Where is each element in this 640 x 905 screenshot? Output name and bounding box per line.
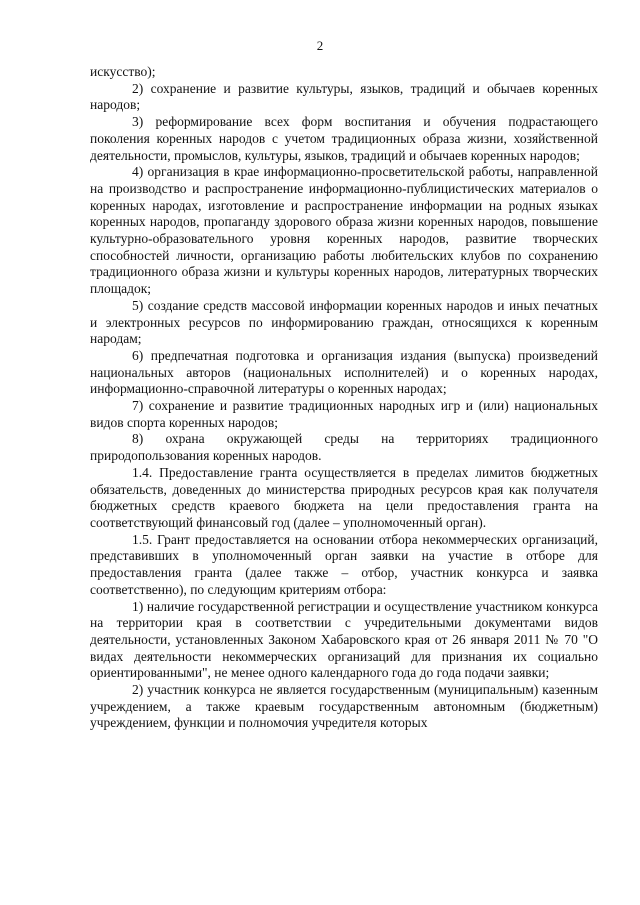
paragraph-item-6: 6) предпечатная подготовка и организация издания (выпуска) произведений национальных авторов (национальных исполнителей) и о коренных народах, информационно-справочной литературы о коренных народах; bbox=[90, 347, 598, 397]
paragraph-item-3: 3) реформирование всех форм воспитания и обучения подрастающего поколения коренных народов с учетом традиционных образа жизни, хозяйственной деятельности, промыслов, культуры, языков, традиций и обычаев коренных народов; bbox=[90, 114, 598, 163]
paragraph-item-2: 2) сохранение и развитие культуры, языков, традиций и обычаев коренных народов; bbox=[90, 80, 598, 113]
paragraph-continuation: искусство); bbox=[90, 64, 156, 79]
paragraph-item-7: 7) сохранение и развитие традиционных народных игр и (или) национальных видов спорта коренных народов; bbox=[90, 398, 598, 430]
paragraph-item-4: 4) организация в крае информационно-просветительской работы, направленной на производство и распространение информационно-публицистических материалов о коренных народах, изготовление и распространение информации на родных языках коренных народов, пропаганду здорового образа жизни коренных народов, повышение культурно-образовательного уровня коренных народов, развитие творческих способностей личности, организацию работы любительских клубов по сохранению традиционного образа жизни и культуры коренных народов, литературных творческих площадок; bbox=[90, 164, 598, 297]
paragraph-section-1-5: 1.5. Грант предоставляется на основании отбора некоммерческих организаций, представивших в уполномоченный орган заявки на участие в отборе для предоставления гранта (далее также – отбор, участник конкурса и заявка соответственно), по следующим критериям отбора: bbox=[90, 531, 598, 597]
paragraph-item-5: 5) создание средств массовой информации коренных народов и иных печатных и электронных ресурсов по информированию граждан, относящихся к коренным народам; bbox=[90, 297, 598, 347]
paragraph-criterion-2: 2) участник конкурса не является государственным (муниципальным) казенным учреждением, а также краевым государственным автономным (бюджетным) учреждением, функции и полномочия учредителя которых bbox=[90, 682, 598, 731]
paragraph-item-8: 8) охрана окружающей среды на территориях традиционного природопользования коренных народов. bbox=[90, 431, 598, 464]
document-body bbox=[90, 64, 598, 732]
paragraph-criterion-1: 1) наличие государственной регистрации и осуществление участником конкурса на территории края в соответствии с учредительными документами видов деятельности, установленных Законом Хабаровского края от 26 января 2011 № 70 "О видах деятельности некоммерческих организаций для признания их социально ориентированными", не менее одного календарного года до года подачи заявки; bbox=[90, 598, 598, 681]
page-number: 2 bbox=[316, 38, 324, 53]
paragraph-section-1-4: 1.4. Предоставление гранта осуществляется в пределах лимитов бюджетных обязательств, доведенных до министерства природных ресурсов края как получателя бюджетных средств краевого бюджета на цели предоставления гранта на соответствующий финансовый год (далее – уполномоченный орган). bbox=[90, 464, 598, 530]
